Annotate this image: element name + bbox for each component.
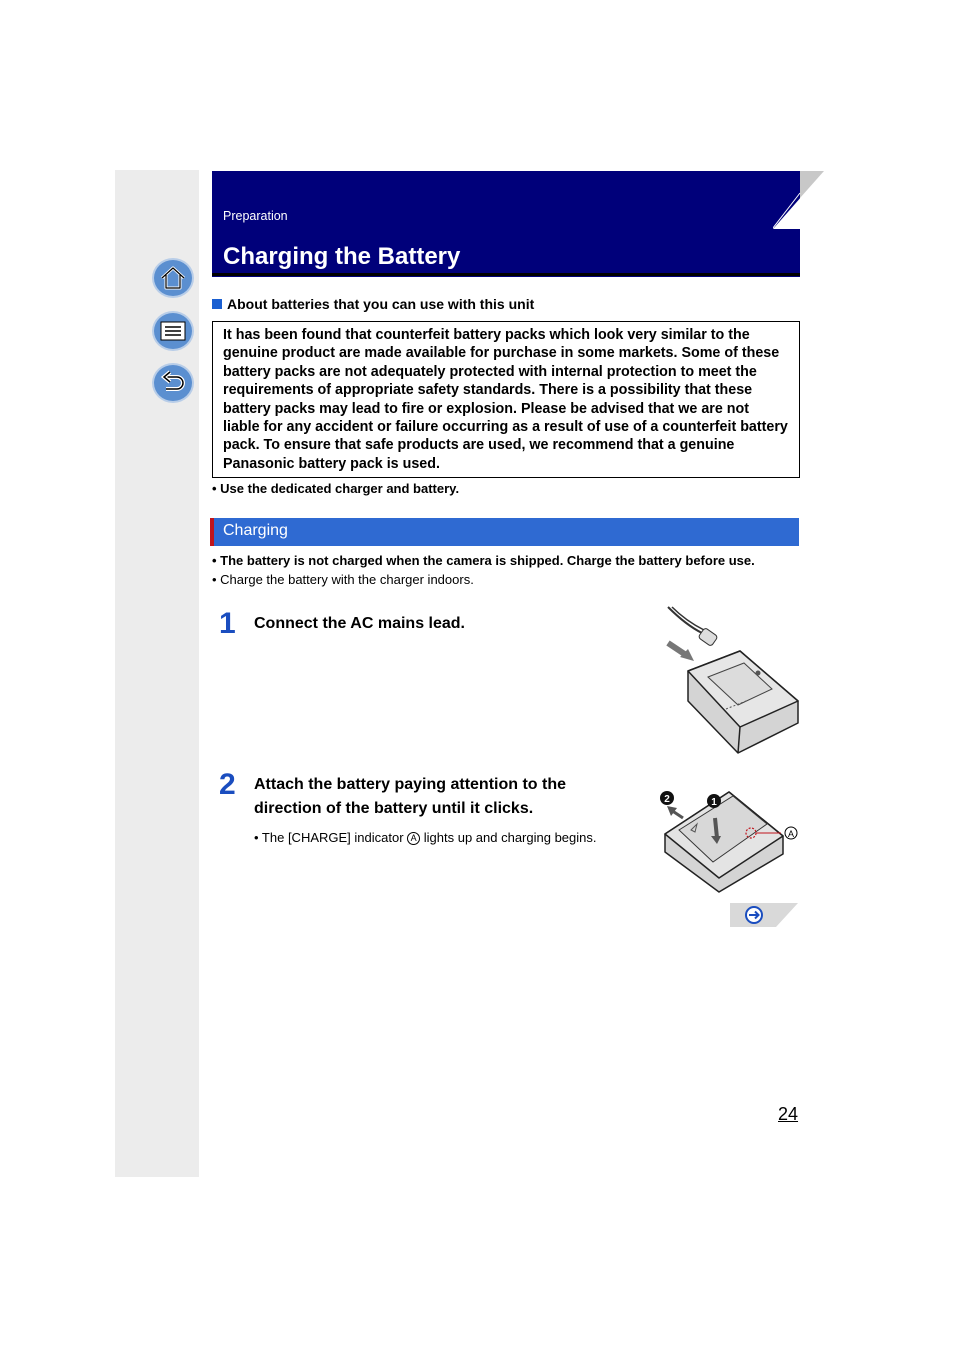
figure-marker-2: 2 — [664, 794, 670, 805]
home-icon — [159, 265, 187, 291]
arrow-right-icon — [746, 907, 762, 923]
charger-with-cable-illustration — [660, 605, 802, 757]
step-2-note-after: lights up and charging begins. — [420, 830, 597, 845]
home-button[interactable] — [152, 258, 194, 298]
figure-marker-1: 1 — [711, 797, 717, 808]
step-1-text: Connect the AC mains lead. — [254, 615, 465, 632]
next-page-button[interactable] — [730, 903, 798, 927]
title-divider — [212, 273, 800, 276]
header-corner-decoration — [773, 171, 824, 229]
step-2-text — [254, 773, 566, 821]
dedicated-charger-note: • Use the dedicated charger and battery. — [212, 481, 460, 496]
counterfeit-warning-box — [212, 321, 800, 478]
step-2-line-1: Attach the battery paying attention to the — [254, 776, 567, 793]
menu-list-icon — [159, 318, 187, 344]
step-2-note — [254, 830, 597, 845]
battery-insertion-illustration — [655, 786, 803, 896]
step-2-line-2: direction of the battery until it clicks. — [254, 800, 534, 817]
step-2-number: 2 — [219, 768, 236, 801]
charging-heading: Charging — [223, 522, 288, 539]
page-number: 24 — [778, 1104, 799, 1124]
section-accent — [210, 518, 214, 546]
counterfeit-warning-text: It has been found that counterfeit battery packs which look very similar to the genuine product are made available for purchase in some markets. Some of these battery packs are not adequately protected with internal protection to meet the requirements of appropriate safety standards. There is a possibility that these battery packs may lead to fire or explosion. Please be advised that we are not liable for any accident or failure occurring as a result of use of a counterfeit battery pack. To ensure that safe products are used, we recommend that a genuine Panasonic battery pack is used. — [223, 327, 788, 472]
indicator-a-marker: A — [407, 832, 420, 845]
about-batteries-heading-text: About batteries that you can use with this unit — [227, 296, 535, 312]
back-icon — [159, 370, 187, 396]
contents-button[interactable] — [152, 311, 194, 351]
charging-section-bar — [210, 518, 799, 546]
step-1-number: 1 — [219, 607, 236, 640]
breadcrumb: Preparation — [223, 209, 288, 223]
back-button[interactable] — [152, 363, 194, 403]
figure-marker-a: A — [787, 829, 795, 839]
not-charged-note: • The battery is not charged when the camera is shipped. Charge the battery before use. — [212, 553, 755, 568]
step-2-note-before: • The [CHARGE] indicator — [254, 830, 408, 845]
about-batteries-heading — [212, 296, 534, 312]
charge-indoors-note: • Charge the battery with the charger indoors. — [212, 572, 474, 587]
page-title: Charging the Battery — [223, 243, 461, 270]
square-bullet-icon — [212, 299, 222, 309]
